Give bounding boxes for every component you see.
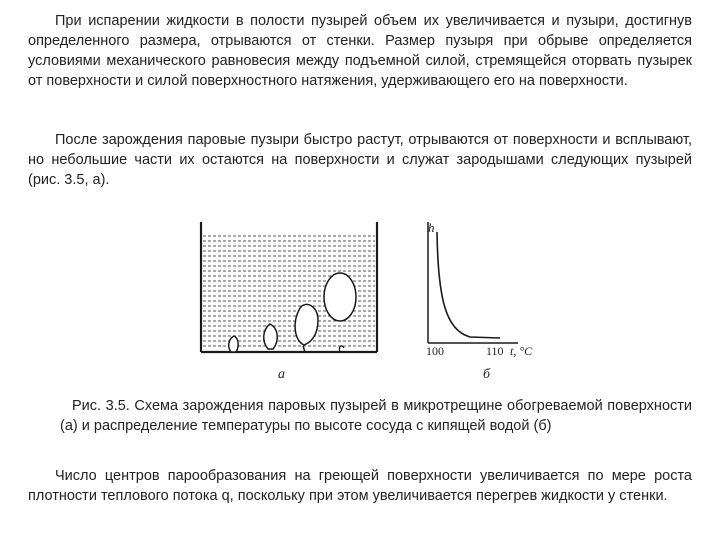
temperature-plot (426, 220, 533, 382)
axis-y-label: h (428, 220, 435, 235)
tick-110: 110 (486, 344, 504, 358)
paragraph-bubble-growth: При испарении жидкости в полости пузырей объем их увеличивается и пузыри, достигнув определенного размера, отрываются от стенки. Размер пузыря при обрыве определяется условиями механического равновесия между подъемной силой, стремящейся оторвать пузырек от поверхности и силой поверхностного натяжения, удерживающего его на поверхности. (28, 13, 692, 89)
axis-x-label: t, °C (510, 344, 533, 358)
bubble-nucleus (229, 336, 239, 352)
label-b: б (483, 367, 491, 382)
temperature-curve (437, 232, 500, 338)
paragraph-vaporization-centers: Число центров парообразования на греющей поверхности увеличивается по мере роста плотности теплового потока q, поскольку при этом увеличивается перегрев жидкости у стенки. (28, 468, 692, 504)
bubble-large (324, 273, 356, 321)
tick-100: 100 (426, 344, 444, 358)
label-a: а (278, 367, 285, 382)
vessel-diagram (201, 222, 377, 382)
paragraph-bubble-detachment: После зарождения паровые пузыри быстро растут, отрываются от поверхности и всплывают, но небольшие части их остаются на поверхности и служат зародышами следующих пузырей (рис. 3.5, а). (28, 132, 692, 188)
figure-caption: Рис. 3.5. Схема зарождения паровых пузырей в микротрещине обогреваемой поверхности (а) и распределение температуры по высоте сосуда с кипящей водой (б) (60, 398, 692, 434)
bubble-small (264, 324, 278, 349)
bubble-medium (295, 304, 318, 345)
